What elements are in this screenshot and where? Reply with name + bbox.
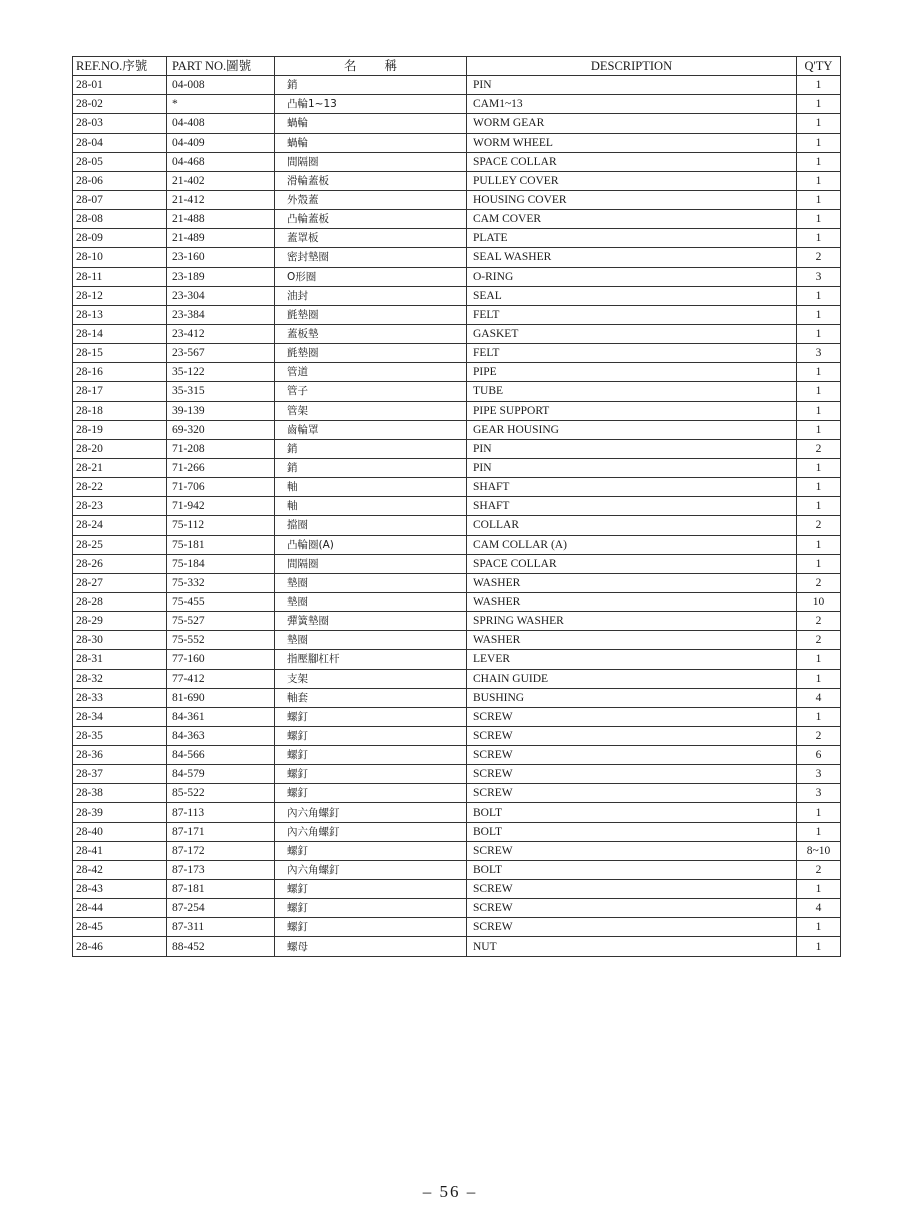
cell-part-no: 23-567 bbox=[167, 344, 275, 363]
cell-part-no: 23-384 bbox=[167, 305, 275, 324]
table-row bbox=[73, 822, 841, 841]
cell-name: 螺釘 bbox=[275, 707, 467, 726]
table-row bbox=[73, 382, 841, 401]
table-row bbox=[73, 133, 841, 152]
cell-part-no: 77-160 bbox=[167, 650, 275, 669]
cell-ref-no: 28-44 bbox=[73, 899, 167, 918]
cell-part-no: 35-315 bbox=[167, 382, 275, 401]
cell-quantity: 1 bbox=[797, 458, 841, 477]
cell-part-no: 04-409 bbox=[167, 133, 275, 152]
table-row bbox=[73, 726, 841, 745]
table-row bbox=[73, 171, 841, 190]
cell-part-no: 77-412 bbox=[167, 669, 275, 688]
cell-description: SCREW bbox=[467, 765, 797, 784]
cell-name: 軸套 bbox=[275, 688, 467, 707]
cell-ref-no: 28-02 bbox=[73, 95, 167, 114]
cell-quantity: 1 bbox=[797, 535, 841, 554]
cell-ref-no: 28-43 bbox=[73, 880, 167, 899]
cell-name: 氈墊圈 bbox=[275, 305, 467, 324]
cell-description: WASHER bbox=[467, 631, 797, 650]
cell-part-no: 71-942 bbox=[167, 497, 275, 516]
header-ref-no: REF.NO.序號 bbox=[73, 57, 167, 76]
cell-quantity: 2 bbox=[797, 631, 841, 650]
cell-ref-no: 28-41 bbox=[73, 841, 167, 860]
cell-part-no: 87-113 bbox=[167, 803, 275, 822]
cell-part-no: 75-552 bbox=[167, 631, 275, 650]
cell-description: SPACE COLLAR bbox=[467, 554, 797, 573]
cell-part-no: 21-402 bbox=[167, 171, 275, 190]
cell-name: 間隔圈 bbox=[275, 152, 467, 171]
cell-name: 間隔圈 bbox=[275, 554, 467, 573]
cell-name: 滑輪蓋板 bbox=[275, 171, 467, 190]
cell-name: 銷 bbox=[275, 439, 467, 458]
cell-ref-no: 28-12 bbox=[73, 286, 167, 305]
cell-part-no: 75-181 bbox=[167, 535, 275, 554]
cell-description: SCREW bbox=[467, 784, 797, 803]
cell-name: 螺釘 bbox=[275, 899, 467, 918]
cell-ref-no: 28-22 bbox=[73, 478, 167, 497]
table-row bbox=[73, 152, 841, 171]
cell-quantity: 1 bbox=[797, 707, 841, 726]
cell-name: 密封墊圈 bbox=[275, 248, 467, 267]
table-body bbox=[73, 76, 841, 956]
cell-ref-no: 28-04 bbox=[73, 133, 167, 152]
table-row bbox=[73, 324, 841, 343]
table-row bbox=[73, 573, 841, 592]
table-row bbox=[73, 190, 841, 209]
cell-part-no: 87-173 bbox=[167, 860, 275, 879]
cell-name: 螺釘 bbox=[275, 726, 467, 745]
cell-ref-no: 28-18 bbox=[73, 401, 167, 420]
table-row bbox=[73, 535, 841, 554]
cell-part-no: 23-160 bbox=[167, 248, 275, 267]
cell-part-no: 87-181 bbox=[167, 880, 275, 899]
cell-name: 內六角螺釘 bbox=[275, 803, 467, 822]
cell-ref-no: 28-34 bbox=[73, 707, 167, 726]
cell-part-no: 23-189 bbox=[167, 267, 275, 286]
cell-description: GEAR HOUSING bbox=[467, 420, 797, 439]
cell-quantity: 1 bbox=[797, 324, 841, 343]
table-row bbox=[73, 248, 841, 267]
cell-name: 蓋罩板 bbox=[275, 229, 467, 248]
cell-description: CHAIN GUIDE bbox=[467, 669, 797, 688]
cell-quantity: 1 bbox=[797, 76, 841, 95]
cell-description: SCREW bbox=[467, 726, 797, 745]
cell-part-no: 87-254 bbox=[167, 899, 275, 918]
cell-description: WASHER bbox=[467, 573, 797, 592]
table-row bbox=[73, 650, 841, 669]
cell-description: PIPE bbox=[467, 363, 797, 382]
cell-part-no: 87-172 bbox=[167, 841, 275, 860]
cell-quantity: 1 bbox=[797, 822, 841, 841]
table-row bbox=[73, 612, 841, 631]
cell-part-no: 75-112 bbox=[167, 516, 275, 535]
cell-ref-no: 28-36 bbox=[73, 746, 167, 765]
table-row bbox=[73, 899, 841, 918]
cell-quantity: 10 bbox=[797, 592, 841, 611]
cell-name: O形圈 bbox=[275, 267, 467, 286]
cell-part-no: 21-488 bbox=[167, 210, 275, 229]
cell-quantity: 1 bbox=[797, 880, 841, 899]
cell-quantity: 1 bbox=[797, 229, 841, 248]
cell-part-no: 69-320 bbox=[167, 420, 275, 439]
cell-quantity: 1 bbox=[797, 286, 841, 305]
cell-description: BOLT bbox=[467, 860, 797, 879]
cell-part-no: 75-527 bbox=[167, 612, 275, 631]
cell-description: PIN bbox=[467, 76, 797, 95]
cell-name: 螺母 bbox=[275, 937, 467, 956]
cell-quantity: 1 bbox=[797, 210, 841, 229]
cell-quantity: 1 bbox=[797, 669, 841, 688]
cell-name: 外殼蓋 bbox=[275, 190, 467, 209]
cell-description: SCREW bbox=[467, 880, 797, 899]
cell-description: CAM COVER bbox=[467, 210, 797, 229]
cell-quantity: 2 bbox=[797, 248, 841, 267]
cell-part-no: 21-489 bbox=[167, 229, 275, 248]
table-row bbox=[73, 267, 841, 286]
table-row bbox=[73, 286, 841, 305]
cell-ref-no: 28-19 bbox=[73, 420, 167, 439]
cell-ref-no: 28-15 bbox=[73, 344, 167, 363]
cell-part-no: 81-690 bbox=[167, 688, 275, 707]
cell-description: PIN bbox=[467, 458, 797, 477]
table-row bbox=[73, 746, 841, 765]
table-row bbox=[73, 631, 841, 650]
cell-name: 支架 bbox=[275, 669, 467, 688]
cell-description: PULLEY COVER bbox=[467, 171, 797, 190]
cell-ref-no: 28-10 bbox=[73, 248, 167, 267]
cell-description: CAM1~13 bbox=[467, 95, 797, 114]
cell-quantity: 1 bbox=[797, 554, 841, 573]
header-name: 名稱 bbox=[275, 57, 467, 76]
cell-description: SPRING WASHER bbox=[467, 612, 797, 631]
cell-description: SPACE COLLAR bbox=[467, 152, 797, 171]
table-row bbox=[73, 478, 841, 497]
cell-ref-no: 28-16 bbox=[73, 363, 167, 382]
cell-description: BUSHING bbox=[467, 688, 797, 707]
cell-part-no: 23-304 bbox=[167, 286, 275, 305]
cell-description: SCREW bbox=[467, 746, 797, 765]
cell-quantity: 1 bbox=[797, 152, 841, 171]
cell-ref-no: 28-27 bbox=[73, 573, 167, 592]
cell-description: PIPE SUPPORT bbox=[467, 401, 797, 420]
cell-name: 蓋板墊 bbox=[275, 324, 467, 343]
cell-ref-no: 28-31 bbox=[73, 650, 167, 669]
table-row bbox=[73, 860, 841, 879]
cell-quantity: 1 bbox=[797, 937, 841, 956]
cell-name: 指壓腳杠杆 bbox=[275, 650, 467, 669]
cell-ref-no: 28-37 bbox=[73, 765, 167, 784]
cell-name: 墊圈 bbox=[275, 631, 467, 650]
cell-part-no: 87-311 bbox=[167, 918, 275, 937]
cell-part-no: 71-208 bbox=[167, 439, 275, 458]
cell-quantity: 3 bbox=[797, 344, 841, 363]
cell-quantity: 1 bbox=[797, 305, 841, 324]
cell-description: COLLAR bbox=[467, 516, 797, 535]
cell-quantity: 1 bbox=[797, 190, 841, 209]
cell-quantity: 2 bbox=[797, 573, 841, 592]
cell-part-no: 75-332 bbox=[167, 573, 275, 592]
cell-part-no: 85-522 bbox=[167, 784, 275, 803]
cell-part-no: 04-468 bbox=[167, 152, 275, 171]
cell-quantity: 2 bbox=[797, 516, 841, 535]
cell-ref-no: 28-21 bbox=[73, 458, 167, 477]
header-part-no: PART NO.圖號 bbox=[167, 57, 275, 76]
cell-part-no: 35-122 bbox=[167, 363, 275, 382]
cell-ref-no: 28-11 bbox=[73, 267, 167, 286]
cell-quantity: 2 bbox=[797, 726, 841, 745]
cell-part-no: 71-706 bbox=[167, 478, 275, 497]
cell-quantity: 3 bbox=[797, 765, 841, 784]
cell-part-no: 71-266 bbox=[167, 458, 275, 477]
cell-ref-no: 28-09 bbox=[73, 229, 167, 248]
cell-description: GASKET bbox=[467, 324, 797, 343]
cell-ref-no: 28-29 bbox=[73, 612, 167, 631]
cell-part-no: 39-139 bbox=[167, 401, 275, 420]
cell-description: PIN bbox=[467, 439, 797, 458]
cell-name: 墊圈 bbox=[275, 573, 467, 592]
cell-description: LEVER bbox=[467, 650, 797, 669]
cell-ref-no: 28-05 bbox=[73, 152, 167, 171]
cell-name: 油封 bbox=[275, 286, 467, 305]
cell-ref-no: 28-23 bbox=[73, 497, 167, 516]
cell-ref-no: 28-35 bbox=[73, 726, 167, 745]
table-row bbox=[73, 688, 841, 707]
cell-quantity: 1 bbox=[797, 363, 841, 382]
cell-quantity: 1 bbox=[797, 420, 841, 439]
table-row bbox=[73, 554, 841, 573]
cell-part-no: 84-363 bbox=[167, 726, 275, 745]
cell-quantity: 1 bbox=[797, 650, 841, 669]
cell-name: 螺釘 bbox=[275, 880, 467, 899]
cell-description: PLATE bbox=[467, 229, 797, 248]
table-row bbox=[73, 669, 841, 688]
cell-part-no: 84-361 bbox=[167, 707, 275, 726]
cell-description: FELT bbox=[467, 305, 797, 324]
table-row bbox=[73, 401, 841, 420]
cell-description: SCREW bbox=[467, 707, 797, 726]
cell-ref-no: 28-33 bbox=[73, 688, 167, 707]
header-quantity: Q'TY bbox=[797, 57, 841, 76]
cell-description: O-RING bbox=[467, 267, 797, 286]
cell-description: WORM GEAR bbox=[467, 114, 797, 133]
table-row bbox=[73, 880, 841, 899]
cell-name: 螺釘 bbox=[275, 784, 467, 803]
cell-name: 管子 bbox=[275, 382, 467, 401]
cell-part-no: * bbox=[167, 95, 275, 114]
cell-part-no: 88-452 bbox=[167, 937, 275, 956]
cell-part-no: 04-408 bbox=[167, 114, 275, 133]
table-row bbox=[73, 784, 841, 803]
cell-ref-no: 28-13 bbox=[73, 305, 167, 324]
cell-name: 螺釘 bbox=[275, 841, 467, 860]
cell-part-no: 21-412 bbox=[167, 190, 275, 209]
cell-quantity: 1 bbox=[797, 803, 841, 822]
cell-ref-no: 28-46 bbox=[73, 937, 167, 956]
cell-ref-no: 28-03 bbox=[73, 114, 167, 133]
cell-name: 軸 bbox=[275, 478, 467, 497]
cell-name: 氈墊圈 bbox=[275, 344, 467, 363]
cell-name: 軸 bbox=[275, 497, 467, 516]
cell-ref-no: 28-17 bbox=[73, 382, 167, 401]
cell-ref-no: 28-28 bbox=[73, 592, 167, 611]
table-row bbox=[73, 76, 841, 95]
cell-description: BOLT bbox=[467, 803, 797, 822]
table-row bbox=[73, 918, 841, 937]
cell-ref-no: 28-25 bbox=[73, 535, 167, 554]
cell-quantity: 2 bbox=[797, 439, 841, 458]
cell-quantity: 3 bbox=[797, 267, 841, 286]
cell-name: 彈簧墊圈 bbox=[275, 612, 467, 631]
cell-name: 齒輪罩 bbox=[275, 420, 467, 439]
header-description: DESCRIPTION bbox=[467, 57, 797, 76]
cell-quantity: 3 bbox=[797, 784, 841, 803]
cell-description: SHAFT bbox=[467, 478, 797, 497]
cell-ref-no: 28-42 bbox=[73, 860, 167, 879]
cell-description: FELT bbox=[467, 344, 797, 363]
cell-quantity: 1 bbox=[797, 478, 841, 497]
cell-name: 螺釘 bbox=[275, 746, 467, 765]
cell-description: TUBE bbox=[467, 382, 797, 401]
cell-description: HOUSING COVER bbox=[467, 190, 797, 209]
cell-ref-no: 28-07 bbox=[73, 190, 167, 209]
page-number: – 56 – bbox=[422, 1182, 478, 1201]
cell-quantity: 1 bbox=[797, 114, 841, 133]
cell-part-no: 75-455 bbox=[167, 592, 275, 611]
cell-quantity: 1 bbox=[797, 133, 841, 152]
cell-description: WORM WHEEL bbox=[467, 133, 797, 152]
cell-quantity: 4 bbox=[797, 688, 841, 707]
cell-ref-no: 28-26 bbox=[73, 554, 167, 573]
cell-part-no: 04-008 bbox=[167, 76, 275, 95]
cell-part-no: 87-171 bbox=[167, 822, 275, 841]
table-row bbox=[73, 765, 841, 784]
cell-name: 內六角螺釘 bbox=[275, 860, 467, 879]
parts-list-table bbox=[72, 56, 841, 957]
cell-quantity: 4 bbox=[797, 899, 841, 918]
table-row bbox=[73, 707, 841, 726]
table-row bbox=[73, 516, 841, 535]
table-row bbox=[73, 344, 841, 363]
table-header-row bbox=[73, 57, 841, 76]
table-row bbox=[73, 458, 841, 477]
cell-description: SCREW bbox=[467, 918, 797, 937]
table-row bbox=[73, 229, 841, 248]
table-row bbox=[73, 439, 841, 458]
table-row bbox=[73, 841, 841, 860]
table-row bbox=[73, 592, 841, 611]
cell-quantity: 1 bbox=[797, 918, 841, 937]
cell-ref-no: 28-40 bbox=[73, 822, 167, 841]
cell-name: 螺釘 bbox=[275, 918, 467, 937]
cell-quantity: 2 bbox=[797, 860, 841, 879]
cell-description: SCREW bbox=[467, 841, 797, 860]
cell-name: 擋圈 bbox=[275, 516, 467, 535]
cell-ref-no: 28-08 bbox=[73, 210, 167, 229]
cell-description: SCREW bbox=[467, 899, 797, 918]
cell-quantity: 1 bbox=[797, 401, 841, 420]
cell-description: SHAFT bbox=[467, 497, 797, 516]
cell-ref-no: 28-01 bbox=[73, 76, 167, 95]
cell-quantity: 8~10 bbox=[797, 841, 841, 860]
cell-name: 管架 bbox=[275, 401, 467, 420]
table-row bbox=[73, 305, 841, 324]
cell-ref-no: 28-38 bbox=[73, 784, 167, 803]
table-row bbox=[73, 497, 841, 516]
cell-ref-no: 28-14 bbox=[73, 324, 167, 343]
cell-name: 墊圈 bbox=[275, 592, 467, 611]
cell-quantity: 1 bbox=[797, 382, 841, 401]
cell-ref-no: 28-30 bbox=[73, 631, 167, 650]
table-row bbox=[73, 937, 841, 956]
cell-description: NUT bbox=[467, 937, 797, 956]
cell-name: 凸輪圈(A) bbox=[275, 535, 467, 554]
cell-name: 管道 bbox=[275, 363, 467, 382]
cell-quantity: 2 bbox=[797, 612, 841, 631]
cell-description: WASHER bbox=[467, 592, 797, 611]
cell-description: SEAL bbox=[467, 286, 797, 305]
cell-ref-no: 28-20 bbox=[73, 439, 167, 458]
cell-name: 內六角螺釘 bbox=[275, 822, 467, 841]
cell-quantity: 1 bbox=[797, 95, 841, 114]
table-row bbox=[73, 210, 841, 229]
cell-quantity: 6 bbox=[797, 746, 841, 765]
table-row bbox=[73, 95, 841, 114]
cell-description: SEAL WASHER bbox=[467, 248, 797, 267]
cell-name: 銷 bbox=[275, 76, 467, 95]
cell-description: BOLT bbox=[467, 822, 797, 841]
cell-ref-no: 28-32 bbox=[73, 669, 167, 688]
cell-part-no: 84-566 bbox=[167, 746, 275, 765]
cell-name: 蝸輪 bbox=[275, 133, 467, 152]
cell-quantity: 1 bbox=[797, 497, 841, 516]
cell-name: 凸輪蓋板 bbox=[275, 210, 467, 229]
cell-description: CAM COLLAR (A) bbox=[467, 535, 797, 554]
cell-name: 凸輪1~13 bbox=[275, 95, 467, 114]
table-row bbox=[73, 420, 841, 439]
table-row bbox=[73, 114, 841, 133]
cell-name: 蝸輪 bbox=[275, 114, 467, 133]
cell-ref-no: 28-39 bbox=[73, 803, 167, 822]
table-row bbox=[73, 363, 841, 382]
table-row bbox=[73, 803, 841, 822]
cell-name: 銷 bbox=[275, 458, 467, 477]
cell-part-no: 84-579 bbox=[167, 765, 275, 784]
cell-name: 螺釘 bbox=[275, 765, 467, 784]
cell-ref-no: 28-06 bbox=[73, 171, 167, 190]
cell-quantity: 1 bbox=[797, 171, 841, 190]
cell-ref-no: 28-24 bbox=[73, 516, 167, 535]
cell-ref-no: 28-45 bbox=[73, 918, 167, 937]
cell-part-no: 23-412 bbox=[167, 324, 275, 343]
cell-part-no: 75-184 bbox=[167, 554, 275, 573]
